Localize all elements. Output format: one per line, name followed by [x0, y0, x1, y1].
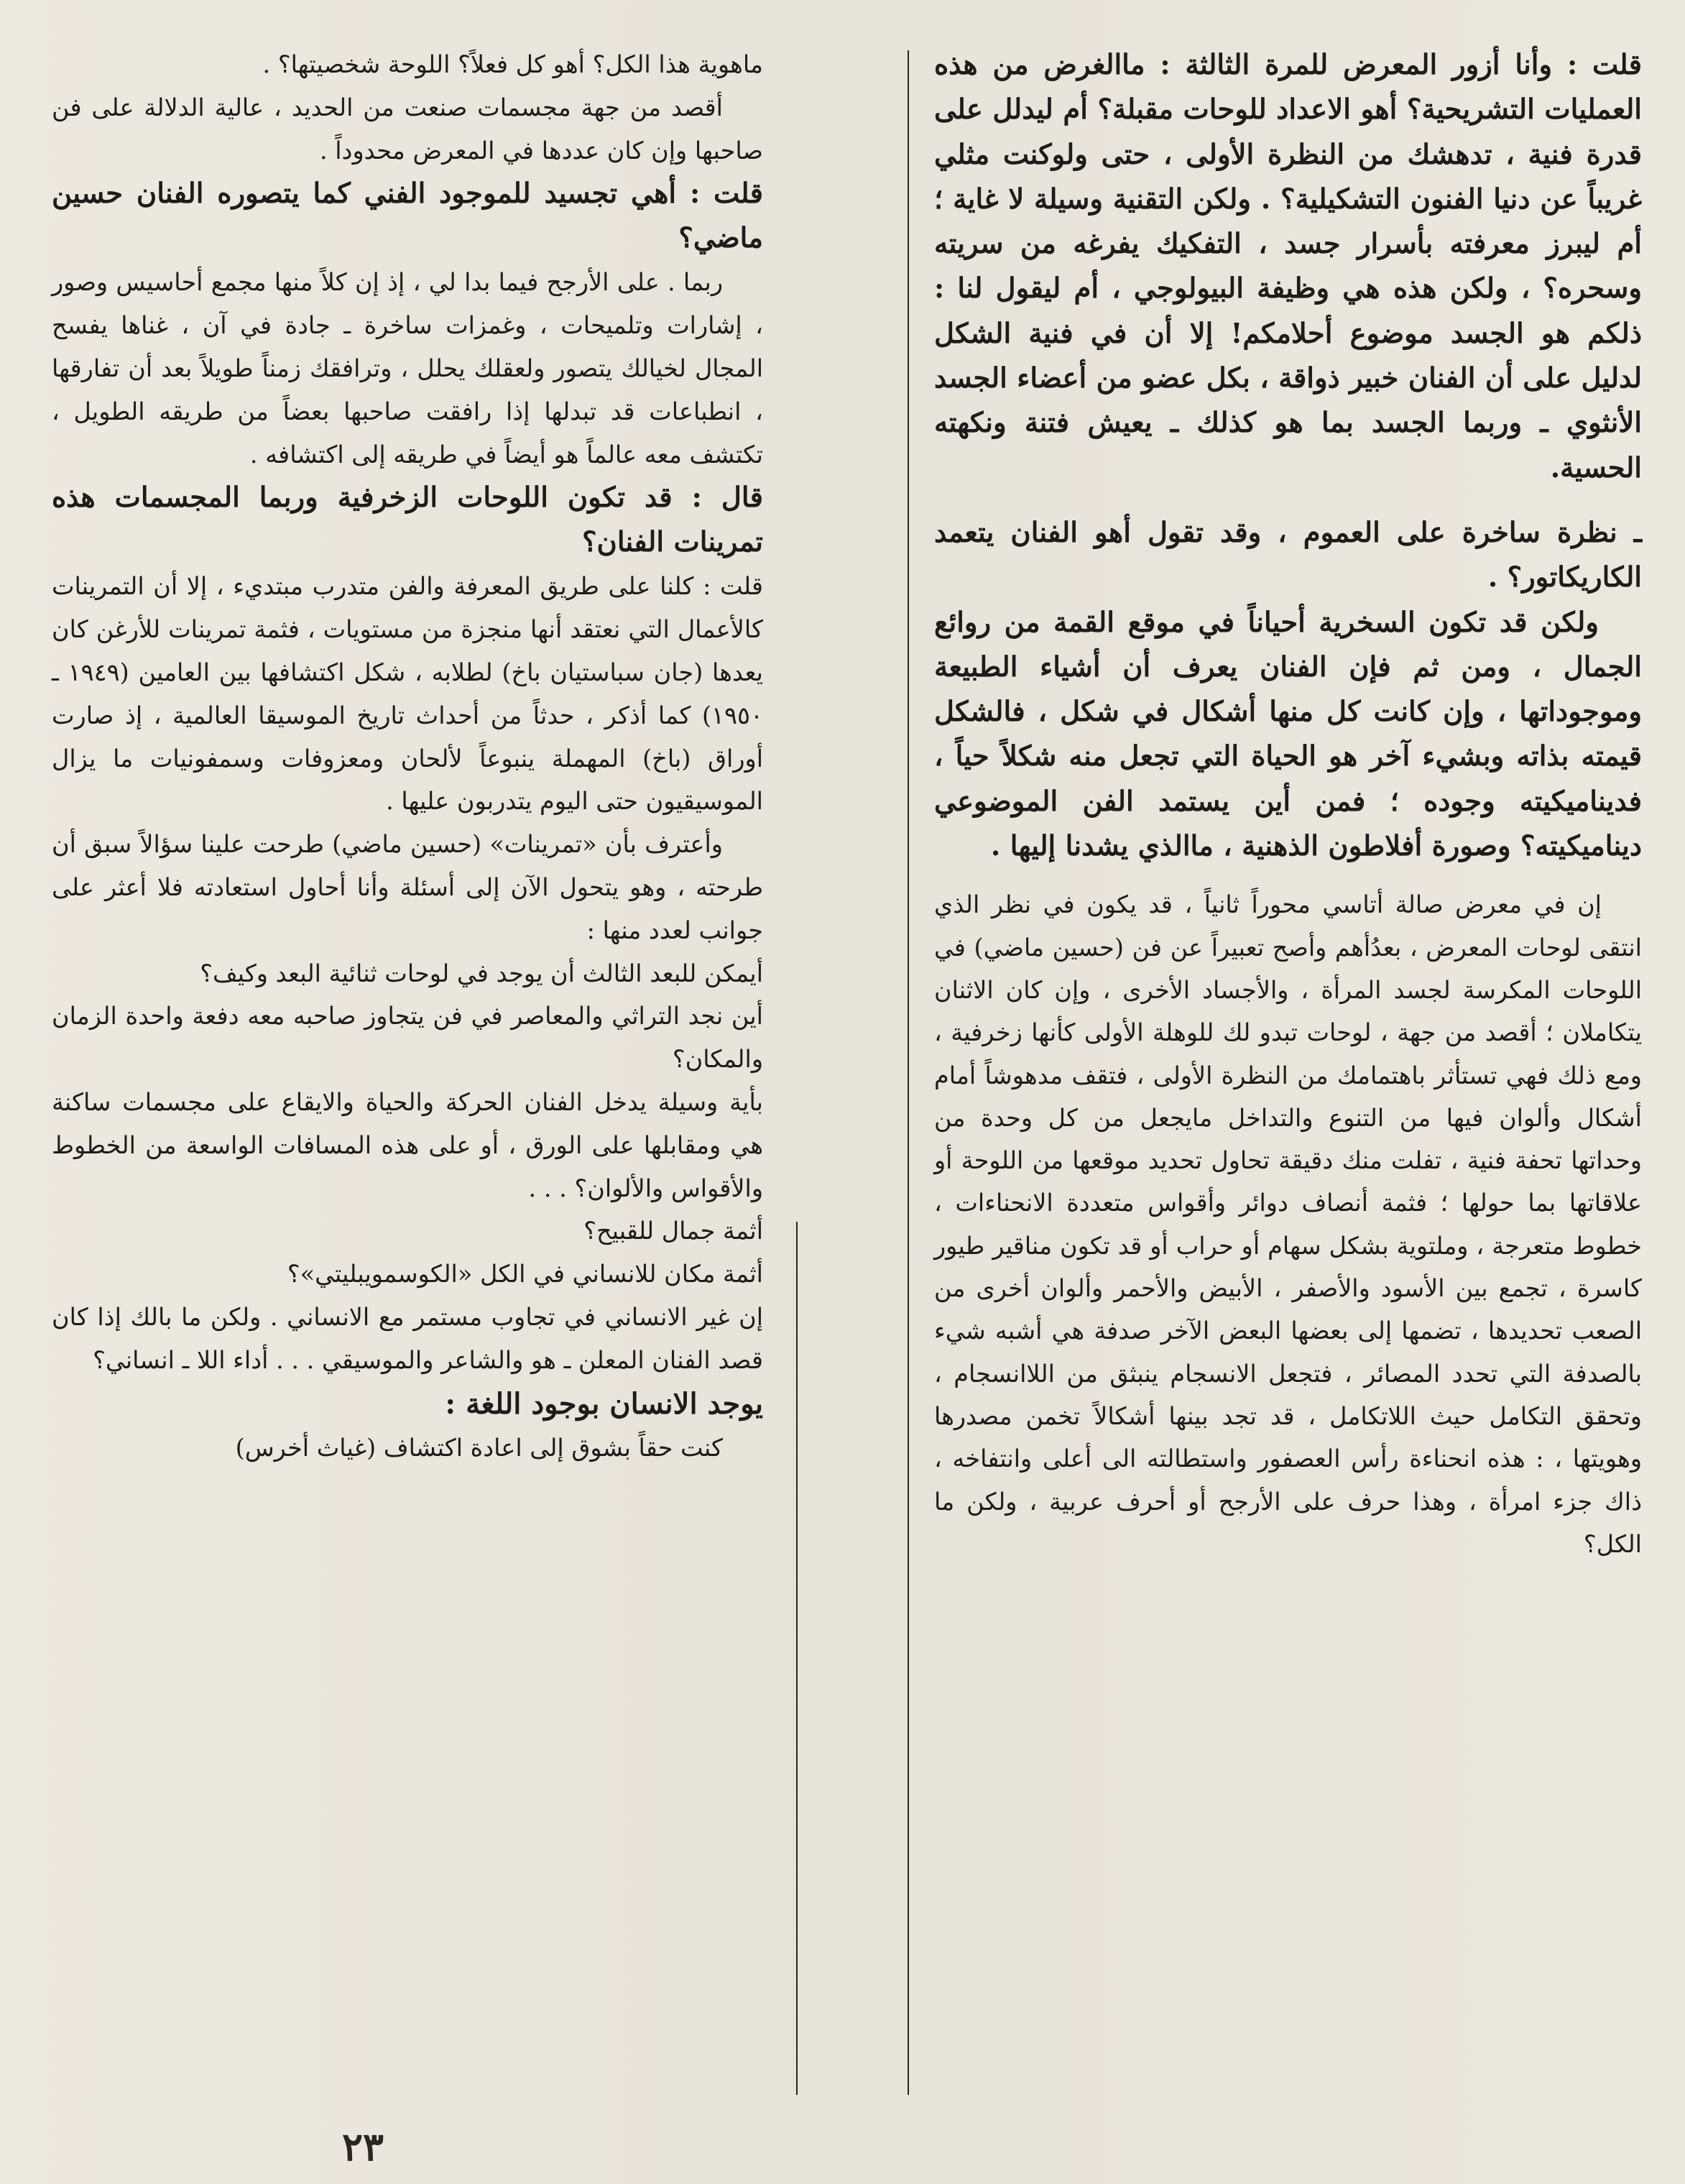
paragraph-atassi-gallery: إن في معرض صالة أتاسي محوراً ثانياً ، قد يكون في نظر الذي انتقى لوحات المعرض ، بعدُأهم وأصح تعبيراً عن فن (حسين ماضي) في اللوحات المكرسة لجسد المرأة ، والأجساد الأخرى ، وإن كان الاثنان يتكاملان ؛ أقصد من جهة ، لوحات تبدو لك للوهلة الأولى كأنها زخرفية ، ومع ذلك فهي تستأثر باهتمامك من النظرة الأولى ، فتقف مدهوشاً أمام أشكال وألوان فيها من التنوع والتداخل مايجعل من كل وحدة من وحداتها تحفة فنية ، تفلت منك دقيقة تحاول تحديد موقعها من اللوحة أو علاقاتها بما حولها ؛ فثمة أنصاف دوائر وأقواس متعددة الانحناءات ، خطوط متعرجة ، وملتوية بشكل سهام أو حراب أو قد تكون مناقير طيور كاسرة ، تجمع بين الأسود والأصفر ، الأبيض والأحمر وألوان أخرى من الصعب تحديدها ، تضمها إلى بعضها البعض الآخر صدفة هي أشبه شيء بالصدفة التي تحدد المصائر ، فتجعل الانسجام ينبثق من اللاانسجام ، وتحقق التكامل حيث اللاتكامل ، قد تجد بينها أشكالاً تخمن مصدرها وهويتها ، : هذه انحناءة رأس العصفور واستطالته الى أعلى وانتفاخه ، ذاك جزء امرأة ، وهذا حرف على الأرجح أو أحرف عربية ، ولكن ما الكل؟ [934, 890, 1642, 1558]
question-beauty: أثمة جمال للقبيح؟ [583, 1217, 763, 1245]
question-embodiment: قلت : أهي تجسيد للموجود الفني كما يتصوره الفنان حسين ماضي؟ [52, 178, 763, 255]
question-cosmopolitan: أثمة مكان للانساني في الكل «الكوسمويبليتي»؟ [287, 1260, 763, 1289]
paragraph-whole: ماهوية هذا الكل؟ أهو كل فعلاً؟ اللوحة شخصيتها؟ . [262, 50, 763, 78]
paragraph-irony: ولكن قد تكون السخرية أحياناً في موقع القمة من روائع الجمال ، ومن ثم فإن الفنان يعرف أن أشياء الطبيعة وموجوداتها ، وإن كانت كل منها أشكال في شكل ، فالشكل قيمته بذاته وبشيء آخر هو الحياة التي تجعل منه شكلاً حياً ، فديناميكيته وجوده ؛ فمن أين يستمد الفن الموضوعي ديناميكيته؟ وصورة أفلاطون الذهنية ، ماالذي يشدنا إليها . [934, 606, 1642, 863]
paragraph-perhaps: ربما . على الأرجح فيما بدا لي ، إذ إن كلاً منها مجمع أحاسيس وصور ، إشارات وتلميحات ، وغمزات ساخرة ـ جادة في آن ، غناها يفسح المجال لخيالك يتصور ولعقلك يحلل ، وترافقك زمناً طويلاً بعد أن تفارقها ، انطباعات قد تبدلها إذا رافقت صاحبها بعضاً من طريقه الطويل ، تكتشف معه عالماً هو أيضاً في طريقه إلى اكتشافه . [52, 268, 763, 469]
paragraph-question-anatomy: قلت : وأنا أزور المعرض للمرة الثالثة : ماالغرض من هذه العمليات التشريحية؟ أهو الاعداد للوحات مقبلة؟ أم ليدلل على قدرة فنية ، تدهشك من النظرة الأولى ، حتى ولوكنت مثلي غريباً عن دنيا الفنون التشكيلية؟ . ولكن التقنية وسيلة لا غاية ؛ أم ليبرز معرفته بأسرار جسد ، التفكيك يفرغه من سريته وسحره؟ ، ولكن هذه هي وظيفة البيولوجي ، أم ليقول لنا : ذلكم هو الجسد موضوع أحلامكم! إلا أن في فنية الشكل لدليل على أن الفنان خبير ذواقة ، بكل عضو من أعضاء الجسد الأنثوي ـ وربما الجسد بما هو كذلك ـ يعيش فتنة ونكهته الحسية. [934, 49, 1642, 484]
question-movement: بأية وسيلة يدخل الفنان الحركة والحياة والايقاع على مجسمات ساكنة هي ومقابلها على الورق ، أو على هذه المسافات الواسعة من الخطوط والأقواس والألوان؟ . . . [52, 1087, 763, 1202]
paragraph-confess: وأعترف بأن «تمرينات» (حسين ماضي) طرحت علينا سؤالاً سبق أن طرحته ، وهو يتحول الآن إلى أسئلة وأنا أحاول استعادته فلا أعثر على جوانب لعدد منها : [52, 830, 763, 944]
column-divider [908, 50, 909, 2095]
section-heading: يوجد الانسان بوجود اللغة : [445, 1386, 763, 1421]
paragraph-non-human: إن غير الانساني في تجاوب مستمر مع الانساني . ولكن ما بالك إذا كان قصد الفنان المعلن ـ هو والشاعر والموسيقي . . . أداء اللا ـ انساني؟ [52, 1302, 763, 1374]
left-column [52, 43, 763, 1469]
paragraph-caricature: ـ نظرة ساخرة على العموم ، وقد تقول أهو الفنان يتعمد الكاريكاتور؟ . [934, 516, 1642, 594]
paragraph-bach: قلت : كلنا على طريق المعرفة والفن متدرب مبتديء ، إلا أن التمرينات كالأعمال التي نعتقد أنها منجزة من مستويات ، فثمة تمرينات للأرغن كان يعدها (جان سباستيان باخ) لطلابه ، شكل اكتشافها بين العامين (١٩٤٩ ـ ١٩٥٠) كما أذكر ، حدثاً من أحداث تاريخ الموسيقا العالمية ، إذ صارت أوراق (باخ) المهملة ينبوعاً لألحان ومعزوفات وسمفونيات ما يزال الموسيقيون حتى اليوم يتدربون عليها . [52, 572, 763, 816]
paragraph-sculptures: أقصد من جهة مجسمات صنعت من الحديد ، عالية الدلالة على فن صاحبها وإن كان عددها في المعرض محدوداً . [52, 93, 763, 165]
spacer [934, 491, 1642, 511]
page-number: ٢٣ [341, 2124, 384, 2170]
question-heritage: أين نجد التراثي والمعاصر في فن يتجاوز صاحبه معه دفعة واحدة الزمان والمكان؟ [52, 1002, 763, 1074]
column-divider-lower [796, 1222, 798, 2095]
right-column [934, 43, 1642, 1565]
spacer [934, 869, 1642, 883]
question-third-dimension: أيمكن للبعد الثالث أن يوجد في لوحات ثنائية البعد وكيف؟ [200, 959, 763, 987]
question-exercises: قال : قد تكون اللوحات الزخرفية وربما المجسمات هذه تمرينات الفنان؟ [52, 482, 763, 559]
paragraph-ghiath: كنت حقاً بشوق إلى اعادة اكتشاف (غياث أخرس) [235, 1433, 723, 1462]
